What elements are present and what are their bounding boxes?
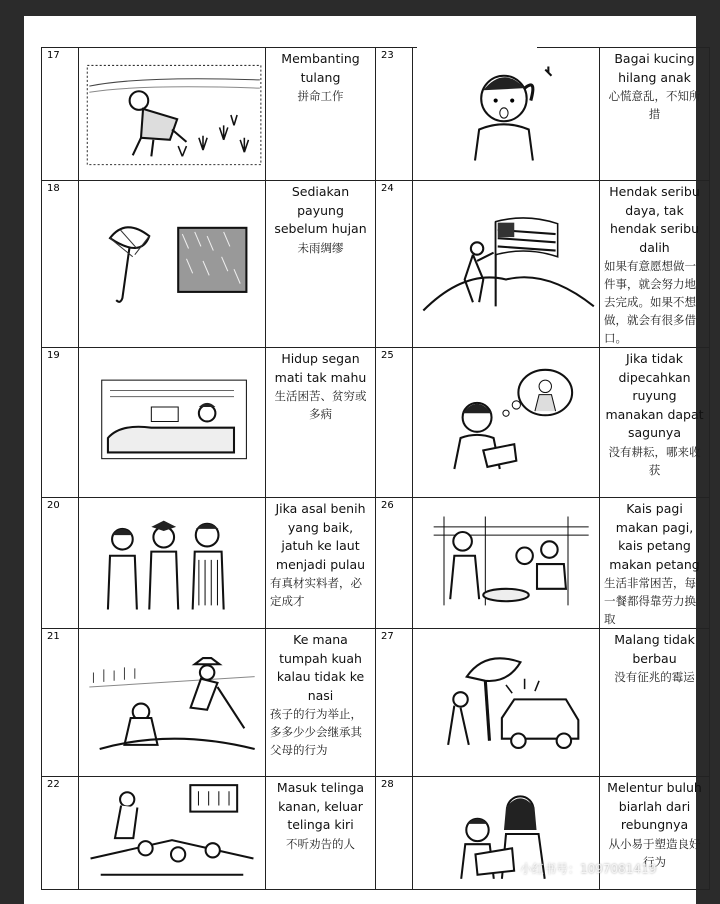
chinese-meaning: 如果有意愿想做一件事，就会努力地去完成。如果不想做，就会有很多借口。: [604, 259, 696, 345]
proverb-text-cell: [600, 348, 710, 498]
proverb-number: 28: [376, 777, 413, 890]
chinese-meaning: 不听劝告的人: [286, 836, 355, 851]
proverb-number: 20: [42, 498, 79, 629]
sick-person-in-bed-illustration: [79, 348, 265, 497]
illustration-cell: [413, 348, 600, 498]
proverb-text-cell: [266, 629, 376, 777]
illustration-cell: [79, 777, 266, 890]
illustration-cell: [79, 181, 266, 348]
table-row: [42, 48, 710, 181]
illustration-cell: [413, 48, 600, 181]
chinese-meaning: 没有耕耘，哪来收获: [608, 444, 701, 477]
proverb-text-cell: [600, 629, 710, 777]
document-page: [24, 16, 704, 904]
malay-proverb: Hidup segan mati tak mahu: [274, 351, 367, 385]
illustration-cell: [79, 48, 266, 181]
watermark: 小红书号：1097081419: [520, 862, 657, 876]
malay-proverb: Melentur buluh biarlah dari rebungnya: [607, 780, 702, 832]
malay-proverb: Sediakan payung sebelum hujan: [274, 184, 367, 236]
malay-proverb: Ke mana tumpah kuah kalau tidak ke nasi: [276, 632, 365, 703]
proverb-number: 25: [376, 348, 413, 498]
proverb-text-cell: [266, 498, 376, 629]
confused-boy-illustration: [413, 48, 599, 180]
proverb-text-cell: [266, 777, 376, 890]
proverb-number: 17: [42, 48, 79, 181]
illustration-cell: [413, 629, 600, 777]
chinese-meaning: 拼命工作: [297, 89, 344, 103]
proverb-number: 19: [42, 348, 79, 498]
illustration-cell: [413, 181, 600, 348]
proverb-number: 26: [376, 498, 413, 629]
illustration-cell: [413, 498, 600, 629]
chinese-meaning: 未雨绸缪: [297, 240, 344, 255]
illustration-cell: [79, 498, 266, 629]
proverb-number: 23: [376, 48, 413, 181]
malay-proverb: Jika asal benih yang baik, jatuh ke laut menjadi pulau: [275, 501, 366, 572]
malay-proverb: Bagai kucing hilang anak: [614, 51, 695, 85]
proverb-text-cell: [266, 48, 376, 181]
table-header-gap: [417, 47, 537, 50]
graduation-family-illustration: [79, 498, 265, 628]
malay-proverb: Membanting tulang: [281, 51, 360, 85]
proverb-text-cell: [266, 348, 376, 498]
proverb-text-cell: [600, 48, 710, 181]
proverb-text-cell: [600, 181, 710, 348]
malay-proverb: Kais pagi makan pagi, kais petang makan petang: [609, 501, 700, 572]
chinese-meaning: 有真材实料者，必定成才: [270, 576, 362, 608]
car-crash-illustration: [413, 629, 599, 776]
malay-proverb: Jika tidak dipecahkan ruyung manakan dapat sagunya: [605, 351, 704, 440]
proverb-number: 18: [42, 181, 79, 348]
proverb-number: 24: [376, 181, 413, 348]
illustration-cell: [79, 629, 266, 777]
proverb-number: 27: [376, 629, 413, 777]
farmer-and-child-illustration: [79, 629, 265, 776]
malay-proverb: Malang tidak berbau: [614, 632, 695, 666]
malay-proverb: Masuk telinga kanan, keluar telinga kiri: [276, 780, 365, 832]
proverb-number: 21: [42, 629, 79, 777]
proverb-table: [41, 47, 710, 890]
table-row: [42, 348, 710, 498]
chinese-meaning: 没有征兆的霉运: [614, 670, 695, 684]
table-row: [42, 498, 710, 629]
proverb-number: 22: [42, 777, 79, 890]
climber-with-flag-illustration: [413, 181, 599, 347]
table-row: [42, 629, 710, 777]
classroom-illustration: [79, 777, 265, 889]
chinese-meaning: 心慌意乱，不知所措: [608, 89, 701, 121]
chinese-meaning: 生活非常困苦，每一餐都得靠劳力换取: [604, 576, 696, 626]
malay-proverb: Hendak seribu daya, tak hendak seribu dalih: [609, 184, 700, 255]
umbrella-and-rain-illustration: [79, 181, 265, 347]
illustration-cell: [79, 348, 266, 498]
chinese-meaning: 从小易于塑造良好行为: [608, 836, 701, 869]
chinese-meaning: 生活困苦、贫穷或多病: [274, 389, 367, 421]
girl-studying-illustration: [413, 348, 599, 497]
chinese-meaning: 孩子的行为举止，多多少少会继承其父母的行为: [270, 707, 362, 757]
poor-family-meal-illustration: [413, 498, 599, 628]
table-row: [42, 181, 710, 348]
proverb-text-cell: [266, 181, 376, 348]
proverb-text-cell: [600, 498, 710, 629]
farmer-planting-rice-illustration: [79, 48, 265, 180]
